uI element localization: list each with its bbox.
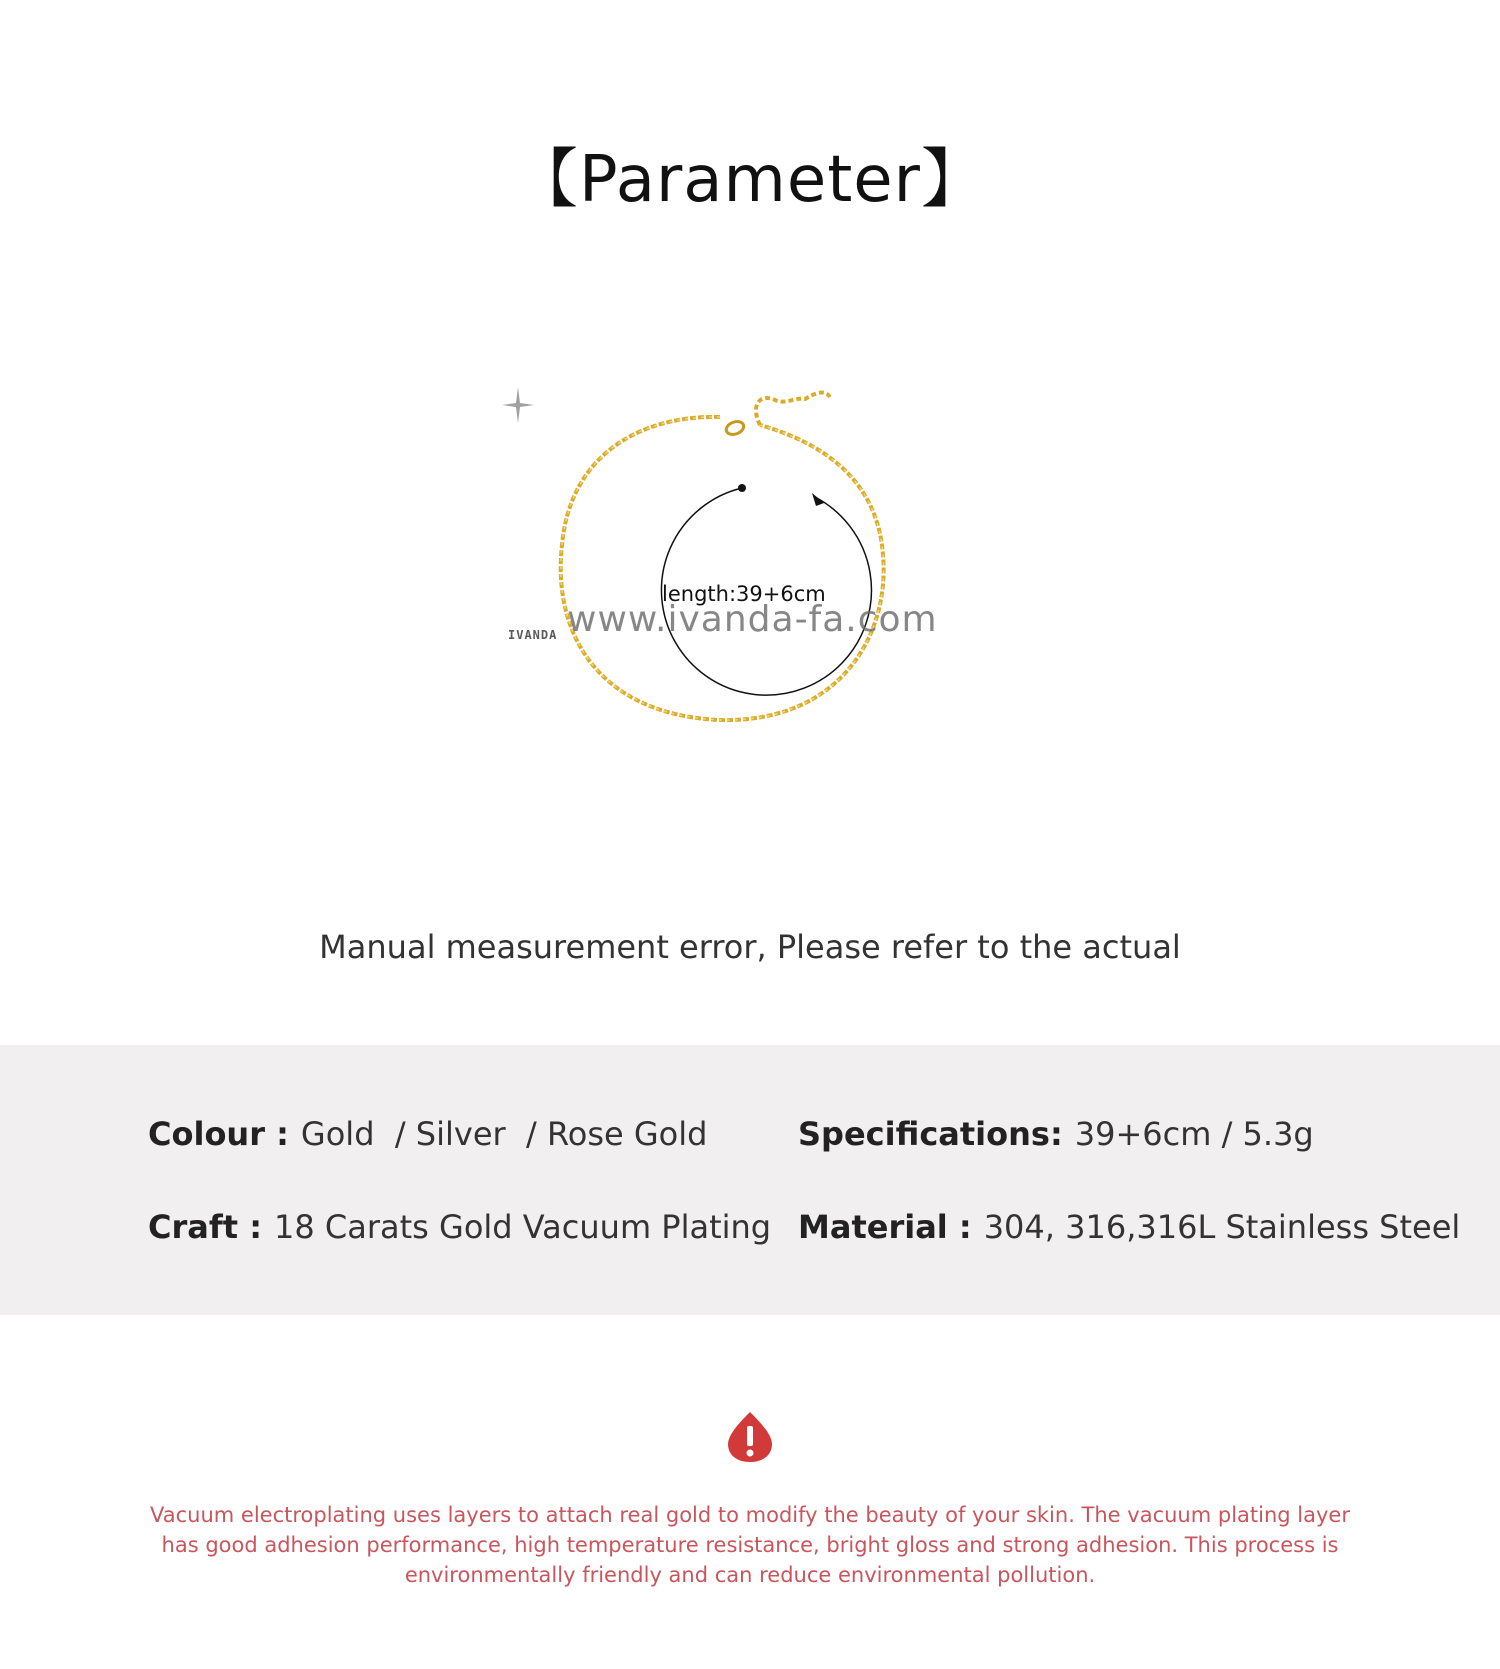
spec-craft-value: 18 Carats Gold Vacuum Plating [274,1208,772,1246]
spec-craft-label: Craft : [148,1208,263,1246]
plating-disclaimer: Vacuum electroplating uses layers to attach real gold to modify the beauty of your skin. The vacuum plating layer has good adhesion performance, high temperature resistance, bright gloss and strong adhesion. This process is environmentally friendly and can reduce environmental pollution. [150,1503,1350,1587]
chain [561,417,884,720]
specs-panel [0,1045,1500,1315]
spec-material-label: Material : [798,1208,972,1246]
measurement-note: Manual measurement error, Please refer to the actual [319,928,1181,966]
spec-material [798,1208,1460,1246]
exclamation-icon [726,1410,774,1464]
spec-colour-value: Gold / Silver / Rose Gold [300,1115,708,1153]
necklace-illustration [500,385,960,765]
star-icon [500,385,536,425]
watermark-brand: IVANDA [508,628,558,642]
measure-arrow-icon [812,493,824,506]
watermark-url: www.ivanda-fa.com [567,599,938,640]
spec-colour [148,1115,707,1153]
spec-specifications [798,1115,1314,1153]
spec-colour-label: Colour : [148,1115,289,1153]
spec-specifications-label: Specifications: [798,1115,1063,1153]
product-image [500,385,960,765]
page-title: 【Parameter】 [514,143,986,217]
chain-highlight [561,417,884,720]
clasp [724,419,745,436]
spec-specifications-value: 39+6cm / 5.3g [1074,1115,1314,1153]
length-label: length:39+6cm [662,582,826,606]
extender-chain [756,393,830,425]
measure-start-dot [738,484,746,492]
spec-craft [148,1208,771,1246]
spec-material-value: 304, 316,316L Stainless Steel [983,1208,1461,1246]
